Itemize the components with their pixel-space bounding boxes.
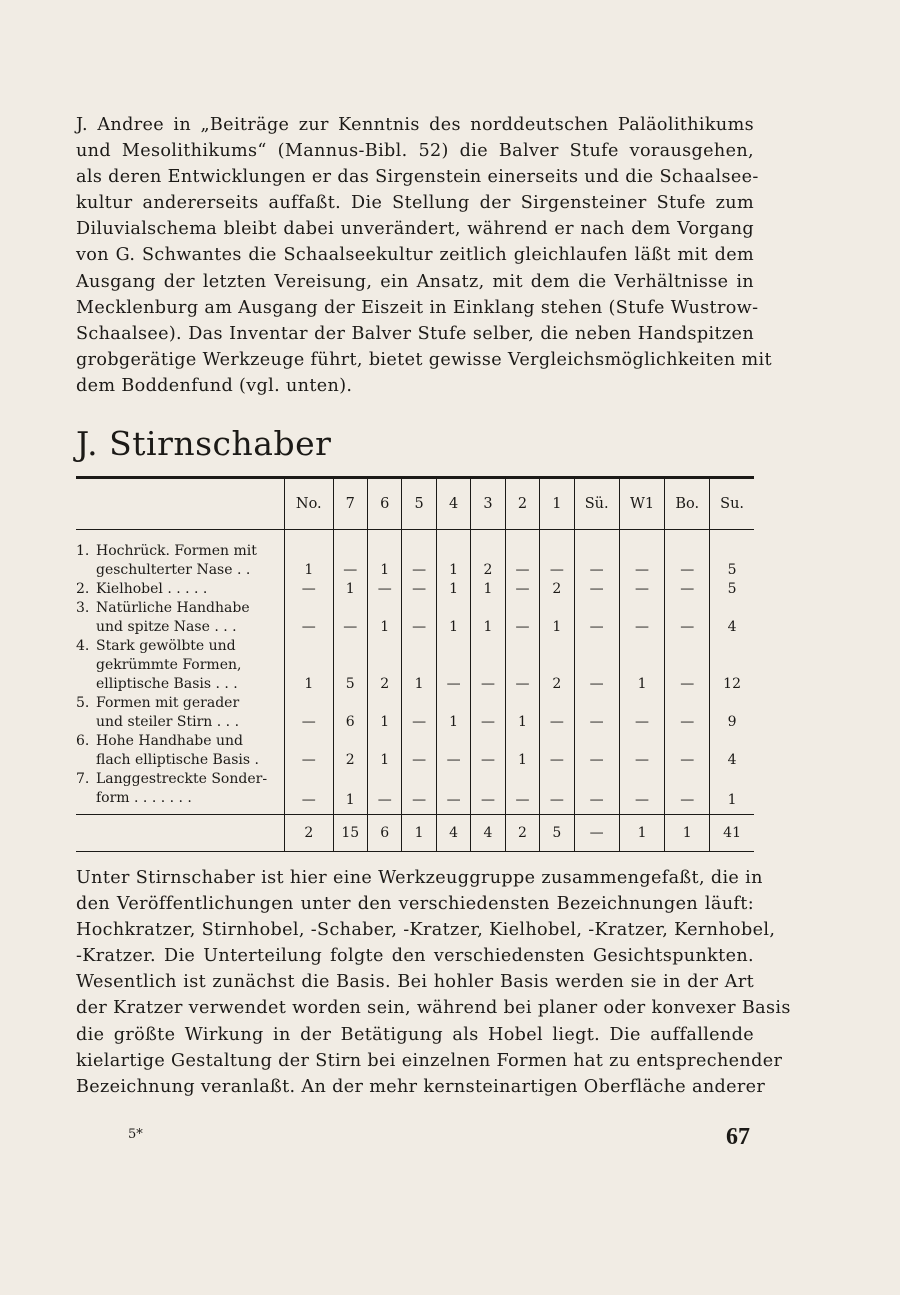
value-cell: — — [665, 770, 710, 815]
row-label-cell — [76, 530, 285, 581]
value-cell: — — [619, 530, 665, 581]
value-cell: 1 — [333, 580, 367, 599]
value-cell: — — [619, 599, 665, 637]
value-cell: — — [402, 770, 436, 815]
value-cell: 1 — [436, 694, 470, 732]
value-cell: 2 — [367, 637, 401, 694]
row-label-line: und spitze Nase . . . — [96, 619, 237, 635]
row-label-line: Kielhobel . . . . . — [96, 581, 208, 597]
value-cell: — — [367, 770, 401, 815]
total-cell: 1 — [402, 815, 436, 852]
value-cell: 2 — [471, 530, 505, 581]
text-line: Diluvialschema bleibt dabei unverändert, während er nach dem Vorgang — [76, 219, 754, 240]
value-cell: — — [436, 770, 470, 815]
column-header: Bo. — [665, 478, 710, 530]
text-line: die größte Wirkung in der Betätigung als Hobel liegt. Die auffallende — [76, 1024, 754, 1045]
value-cell: — — [574, 599, 619, 637]
row-label-line: Langgestreckte Sonder- — [96, 771, 268, 787]
value-cell: — — [619, 580, 665, 599]
value-cell: — — [540, 770, 574, 815]
value-cell: 1 — [285, 637, 334, 694]
value-cell: — — [285, 770, 334, 815]
total-cell: 2 — [505, 815, 539, 852]
value-cell: 4 — [710, 599, 754, 637]
value-cell: — — [540, 694, 574, 732]
row-label-line: und steiler Stirn . . . — [96, 714, 240, 730]
row-label-line: Hohe Handhabe und — [96, 733, 243, 749]
column-header: 7 — [333, 478, 367, 530]
table-row — [76, 530, 754, 581]
row-number: 4. — [76, 638, 90, 654]
intro-paragraph — [76, 112, 772, 399]
row-label-cell — [76, 694, 285, 732]
row-label-cell — [76, 732, 285, 770]
value-cell: 1 — [333, 770, 367, 815]
value-cell: 1 — [505, 694, 539, 732]
value-cell: — — [505, 637, 539, 694]
row-number: 1. — [76, 543, 90, 559]
value-cell: 1 — [505, 732, 539, 770]
value-cell: — — [505, 599, 539, 637]
value-cell: — — [619, 732, 665, 770]
table-row — [76, 580, 754, 599]
value-cell: — — [436, 637, 470, 694]
row-label-line: Formen mit gerader — [96, 695, 240, 711]
value-cell: 2 — [540, 580, 574, 599]
column-header: Su. — [710, 478, 754, 530]
value-cell: 1 — [436, 530, 470, 581]
value-cell: — — [436, 732, 470, 770]
column-header: 6 — [367, 478, 401, 530]
text-line: kielartige Gestaltung der Stirn bei einzelnen Formen hat zu entsprechender — [76, 1050, 783, 1071]
value-cell: — — [505, 580, 539, 599]
value-cell: — — [285, 580, 334, 599]
value-cell: — — [471, 732, 505, 770]
value-cell: — — [471, 637, 505, 694]
value-cell: 1 — [367, 530, 401, 581]
value-cell: — — [471, 770, 505, 815]
row-label-line: Natürliche Handhabe — [96, 600, 250, 616]
value-cell: — — [665, 530, 710, 581]
value-cell: — — [402, 599, 436, 637]
total-cell: 1 — [665, 815, 710, 852]
text-line: der Kratzer verwendet worden sein, während bei planer oder konvexer Basis — [76, 998, 791, 1019]
tool-count-table — [76, 476, 754, 852]
row-label-line: elliptische Basis . . . — [96, 676, 238, 692]
value-cell: — — [402, 694, 436, 732]
value-cell: — — [402, 732, 436, 770]
total-cell: 15 — [333, 815, 367, 852]
value-cell: 9 — [710, 694, 754, 732]
value-cell: — — [505, 530, 539, 581]
table-row — [76, 599, 754, 637]
value-cell: 1 — [619, 637, 665, 694]
total-cell: 4 — [436, 815, 470, 852]
text-line: Hochkratzer, Stirnhobel, -Schaber, -Kratzer, Kielhobel, -Kratzer, Kernhobel, — [76, 920, 776, 941]
text-line: grobgerätige Werkzeuge führt, bietet gewisse Vergleichsmöglichkeiten mit — [76, 349, 772, 370]
table-body — [76, 530, 754, 815]
column-header: No. — [285, 478, 334, 530]
row-label-line: form . . . . . . . — [96, 790, 192, 806]
value-cell: — — [665, 732, 710, 770]
total-cell: 5 — [540, 815, 574, 852]
page-number: 67 — [726, 1124, 750, 1150]
column-header: 4 — [436, 478, 470, 530]
value-cell: — — [665, 580, 710, 599]
text-line: von G. Schwantes die Schaalseekultur zeitlich gleichlaufen läßt mit dem — [76, 245, 754, 266]
text-line: Mecklenburg am Ausgang der Eiszeit in Einklang stehen (Stufe Wustrow- — [76, 297, 759, 318]
value-cell: 5 — [333, 637, 367, 694]
text-line: Ausgang der letzten Vereisung, ein Ansatz, mit dem die Verhältnisse in — [76, 271, 754, 292]
total-cell: 6 — [367, 815, 401, 852]
value-cell: 1 — [436, 580, 470, 599]
body-paragraph — [76, 865, 791, 1100]
signature-mark: 5* — [128, 1127, 143, 1142]
value-cell: — — [665, 599, 710, 637]
column-header: 5 — [402, 478, 436, 530]
column-header: W1 — [619, 478, 665, 530]
value-cell: — — [574, 694, 619, 732]
text-line: Bezeichnung veranlaßt. An der mehr kernsteinartigen Oberfläche anderer — [76, 1076, 766, 1097]
row-number: 5. — [76, 695, 90, 711]
text-line: dem Boddenfund (vgl. unten). — [76, 375, 353, 396]
row-number: 6. — [76, 733, 90, 749]
value-cell: 1 — [367, 694, 401, 732]
row-number: 2. — [76, 581, 90, 597]
column-header: Sü. — [574, 478, 619, 530]
value-cell: — — [540, 732, 574, 770]
text-line: und Mesolithikums“ (Mannus-Bibl. 52) die Balver Stufe vorausgehen, — [76, 141, 754, 162]
text-line: den Veröffentlichungen unter den verschiedensten Bezeichnungen läuft: — [76, 894, 754, 915]
text-line: Schaalsee). Das Inventar der Balver Stufe selber, die neben Handspitzen — [76, 323, 754, 344]
value-cell: 4 — [710, 732, 754, 770]
value-cell: — — [574, 732, 619, 770]
text-line: als deren Entwicklungen er das Sirgenstein einerseits und die Schaalsee- — [76, 167, 759, 188]
value-cell: — — [333, 599, 367, 637]
value-cell: — — [574, 530, 619, 581]
value-cell: 1 — [540, 599, 574, 637]
value-cell: — — [574, 770, 619, 815]
table-row — [76, 732, 754, 770]
value-cell: 2 — [540, 637, 574, 694]
value-cell: — — [505, 770, 539, 815]
value-cell: 1 — [471, 580, 505, 599]
value-cell: — — [285, 694, 334, 732]
value-cell: — — [333, 530, 367, 581]
total-cell: 1 — [619, 815, 665, 852]
row-label-header — [76, 478, 285, 530]
value-cell: — — [665, 694, 710, 732]
total-cell: 2 — [285, 815, 334, 852]
text-line: J. Andree in „Beiträge zur Kenntnis des norddeutschen Paläolithikums — [76, 115, 754, 135]
row-number: 7. — [76, 771, 90, 787]
column-header: 1 — [540, 478, 574, 530]
table-row — [76, 637, 754, 694]
row-label-cell — [76, 637, 285, 694]
value-cell: 1 — [710, 770, 754, 815]
row-label-cell — [76, 770, 285, 815]
value-cell: 5 — [710, 530, 754, 581]
total-cell: 41 — [710, 815, 754, 852]
row-label-line: flach elliptische Basis . — [96, 752, 259, 768]
row-number: 3. — [76, 600, 90, 616]
value-cell: — — [285, 599, 334, 637]
table-row — [76, 694, 754, 732]
value-cell: 1 — [471, 599, 505, 637]
row-label-cell — [76, 599, 285, 637]
row-label-line: Stark gewölbte und — [96, 638, 236, 654]
value-cell: — — [402, 580, 436, 599]
total-cell: — — [574, 815, 619, 852]
row-label-line: Hochrück. Formen mit — [96, 543, 257, 559]
value-cell: — — [665, 637, 710, 694]
value-cell: — — [402, 530, 436, 581]
text-line: Wesentlich ist zunächst die Basis. Bei hohler Basis werden sie in der Art — [76, 972, 754, 993]
value-cell: — — [574, 637, 619, 694]
value-cell: 2 — [333, 732, 367, 770]
column-header: 2 — [505, 478, 539, 530]
row-label-line: geschulterter Nase . . — [96, 562, 251, 578]
value-cell: 5 — [710, 580, 754, 599]
table-header-row — [76, 478, 754, 530]
column-header: 3 — [471, 478, 505, 530]
text-line: Unter Stirnschaber ist hier eine Werkzeuggruppe zusammengefaßt, die in — [76, 868, 763, 888]
value-cell: 1 — [402, 637, 436, 694]
value-cell: — — [619, 770, 665, 815]
value-cell: — — [540, 530, 574, 581]
value-cell: — — [285, 732, 334, 770]
value-cell: — — [619, 694, 665, 732]
total-cell: 4 — [471, 815, 505, 852]
text-line: -Kratzer. Die Unterteilung folgte den verschiedensten Gesichtspunkten. — [76, 946, 754, 967]
section-heading: J. Stirnschaber — [76, 424, 332, 463]
table-row — [76, 770, 754, 815]
value-cell: — — [367, 580, 401, 599]
value-cell: 1 — [367, 732, 401, 770]
value-cell: 1 — [367, 599, 401, 637]
value-cell: — — [574, 580, 619, 599]
totals-label-cell — [76, 815, 285, 852]
value-cell: — — [471, 694, 505, 732]
text-line: kultur andererseits auffaßt. Die Stellung der Sirgensteiner Stufe zum — [76, 193, 754, 214]
row-label-line: gekrümmte Formen, — [96, 657, 242, 673]
value-cell: 1 — [436, 599, 470, 637]
value-cell: 6 — [333, 694, 367, 732]
totals-row — [76, 815, 754, 852]
row-label-cell — [76, 580, 285, 599]
value-cell: 12 — [710, 637, 754, 694]
value-cell: 1 — [285, 530, 334, 581]
